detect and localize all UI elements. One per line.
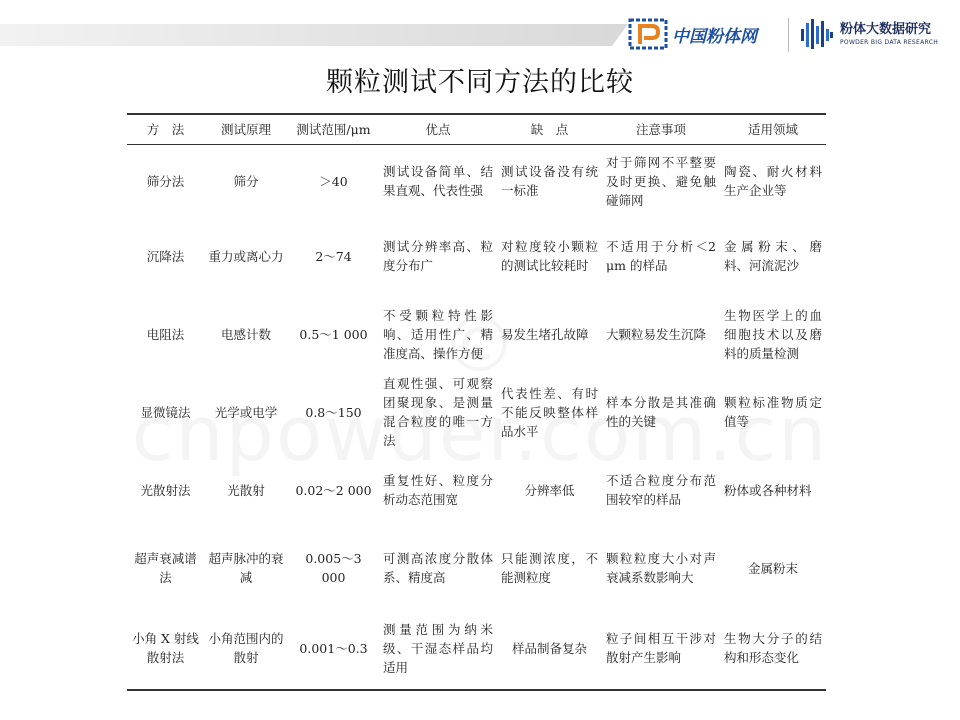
header-notes: 注意事项 <box>602 114 720 145</box>
header-disadvantages: 缺 点 <box>497 114 602 145</box>
cell-range: 0.005～3 000 <box>305 551 362 585</box>
cell-method: 显微镜法 <box>140 404 191 420</box>
cell-disadvantages: 样品制备复杂 <box>497 607 602 690</box>
cell-method: 超声衰减谱法 <box>134 551 197 585</box>
cell-notes: 大颗粒易发生沉降 <box>606 326 707 342</box>
cell-applications: 生物大分子的结构和形态变化 <box>720 607 826 690</box>
cell-advantages: 重复性好、粒度分析动态范围宽 <box>383 473 493 507</box>
table-row <box>127 529 826 607</box>
cnpowder-logo-text: 中国粉体网 <box>672 26 757 47</box>
cnpowder-logo <box>628 14 757 54</box>
header-principle: 测试原理 <box>204 114 288 145</box>
bar-chart-logo-icon <box>800 17 834 51</box>
cnpowder-logo-icon <box>628 16 668 52</box>
cell-advantages: 不受颗粒特性影响、适用性广、精准度高、操作方便 <box>383 307 493 361</box>
cell-principle: 小角范围内的散射 <box>204 607 288 690</box>
cell-applications: 陶瓷、耐火材料生产企业等 <box>724 164 822 198</box>
header-method: 方 法 <box>127 114 204 145</box>
table-row <box>127 217 826 295</box>
cell-advantages: 可测高浓度分散体系、精度高 <box>383 551 493 585</box>
cell-applications: 金属粉末、磨料、河流泥沙 <box>724 239 822 273</box>
header-range: 测试范围/μm <box>288 114 379 145</box>
cell-notes: 样本分散是其准确性的关键 <box>606 395 716 429</box>
cell-applications: 颗粒标准物质定值等 <box>724 395 822 429</box>
cell-principle: 光学或电学 <box>214 404 278 420</box>
cell-notes: 颗粒粒度大小对声衰减系数影响大 <box>606 551 716 585</box>
cell-disadvantages: 测试设备没有统一标准 <box>501 164 598 198</box>
powder-big-data-cn: 粉体大数据研究 <box>840 21 932 37</box>
cell-range: ＞40 <box>319 173 348 189</box>
cell-principle: 超声脉冲的衰减 <box>208 551 284 585</box>
cell-method: 筛分法 <box>146 173 185 189</box>
cell-disadvantages: 代表性差、有时不能反映整体样品水平 <box>501 385 598 439</box>
cell-principle: 光散射 <box>227 482 265 498</box>
cell-notes: 对于筛网不平整要及时更换、避免触碰筛网 <box>606 154 716 208</box>
cell-advantages: 测试设备简单、结果直观、代表性强 <box>383 164 493 198</box>
logo-divider <box>788 18 789 52</box>
cell-disadvantages: 对粒度较小颗粒的测试比较耗时 <box>501 239 598 273</box>
table-row <box>127 145 826 218</box>
cell-applications: 金属粉末 <box>747 560 798 576</box>
cell-range: 0.02～2 000 <box>295 482 372 498</box>
powder-big-data-en: POWDER BIG DATA RESEARCH <box>840 38 939 46</box>
cell-notes: 不适用于分析＜2 μm 的样品 <box>606 239 716 273</box>
cell-method: 小角 X 射线散射法 <box>127 607 204 690</box>
cell-range: 0.8～150 <box>305 404 362 420</box>
cell-applications: 粉体或各种材料 <box>724 482 812 498</box>
cell-advantages: 测试分辨率高、粒度分布广 <box>383 239 493 273</box>
header-band <box>0 24 612 46</box>
cell-advantages: 测量范围为纳米级、干湿态样品均适用 <box>379 607 497 690</box>
table-row <box>127 295 826 373</box>
cell-disadvantages: 易发生堵孔故障 <box>501 326 589 342</box>
cell-principle: 电感计数 <box>220 326 271 342</box>
cell-advantages: 直观性强、可观察团聚现象、是测量混合粒度的唯一方法 <box>383 376 493 448</box>
page-title: 颗粒测试不同方法的比较 <box>326 67 634 98</box>
cell-principle: 重力或离心力 <box>208 248 284 264</box>
table-row <box>127 373 826 451</box>
cell-disadvantages: 只能测浓度，不能测粒度 <box>501 551 598 585</box>
cell-range: 0.001～0.3 <box>288 607 379 690</box>
header-applications: 适用领域 <box>720 114 826 145</box>
cell-applications: 生物医学上的血细胞技术以及磨料的质量检测 <box>724 307 822 361</box>
cell-range: 2～74 <box>315 248 352 264</box>
cell-notes: 粒子间相互干涉对散射产生影响 <box>602 607 720 690</box>
table-header-row <box>127 114 826 145</box>
table-row <box>127 451 826 529</box>
cell-method: 光散射法 <box>140 482 191 498</box>
table-row <box>127 607 826 690</box>
cell-notes: 不适合粒度分布范围较窄的样品 <box>606 473 716 507</box>
cell-range: 0.5～1 000 <box>299 326 368 342</box>
powder-big-data-logo <box>800 14 938 54</box>
cell-method: 电阻法 <box>146 326 185 342</box>
cell-principle: 筛分 <box>233 173 259 189</box>
header-advantages: 优点 <box>379 114 497 145</box>
cell-method: 沉降法 <box>146 248 185 264</box>
comparison-table <box>127 113 826 691</box>
cell-disadvantages: 分辨率低 <box>524 482 575 498</box>
